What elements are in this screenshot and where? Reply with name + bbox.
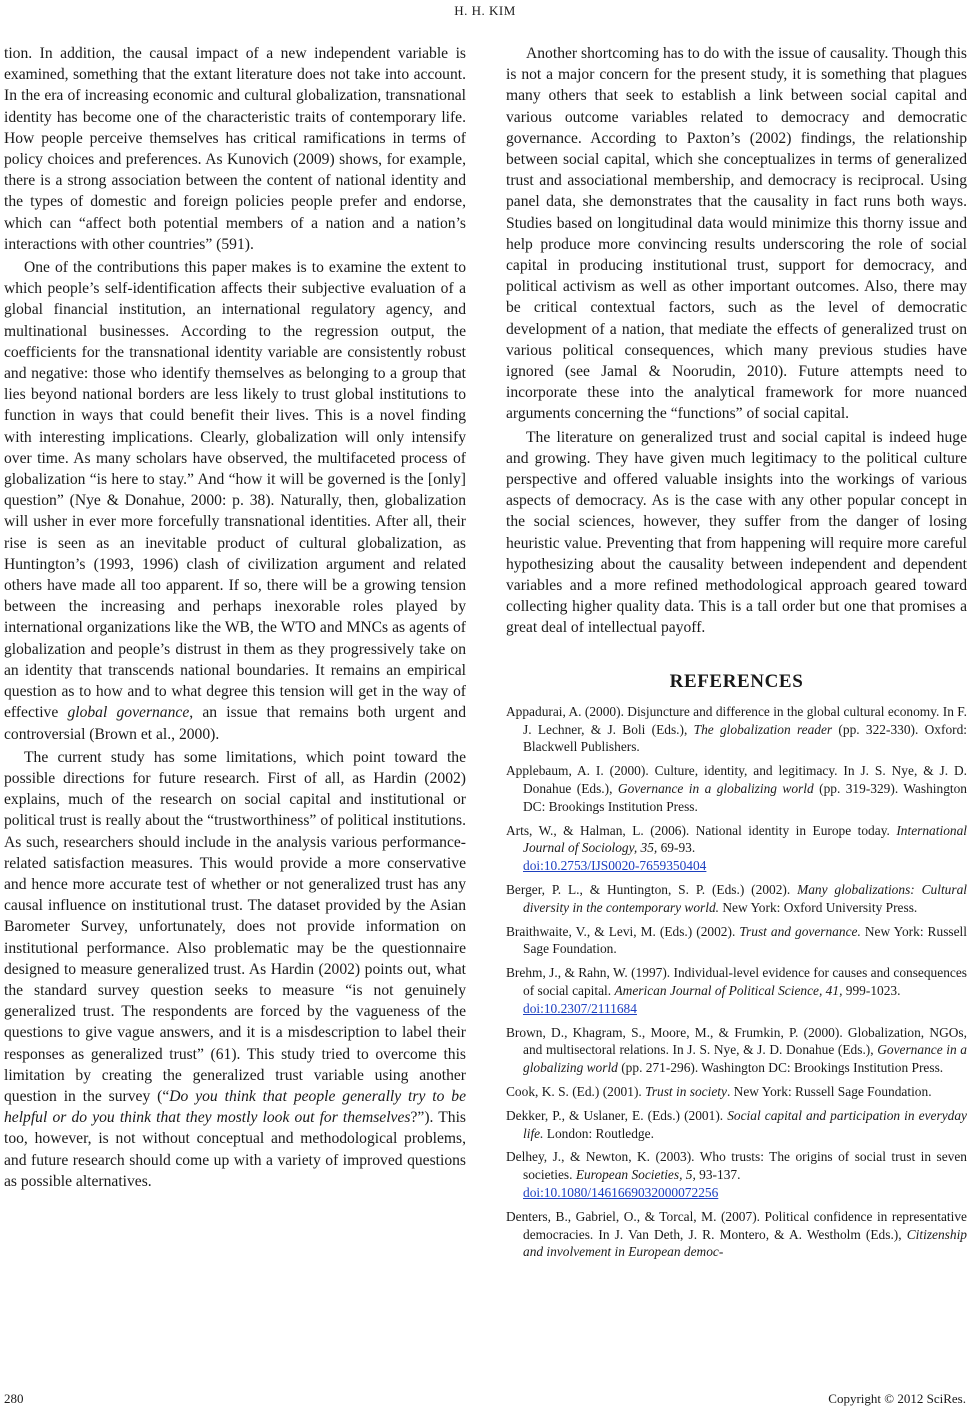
running-head: H. H. KIM — [454, 3, 516, 18]
reference-entry: Appadurai, A. (2000). Disjuncture and difference in the global cultural economy. In F. J. Lechner, & J. Boli (Eds.), The globalization reader (pp. 322-330). Oxford: Blackwell Publishers. — [506, 703, 968, 755]
copyright-notice: Copyright © 2012 SciRes. — [828, 1391, 966, 1406]
reference-entry: Braithwaite, V., & Levi, M. (Eds.) (2002). Trust and governance. New York: Russell Sage Foundation. — [506, 923, 967, 957]
reference-entry: Dekker, P., & Uslaner, E. (Eds.) (2001). Social capital and participation in everyday life. London: Routledge. — [506, 1107, 967, 1141]
body-paragraph: Another shortcoming has to do with the issue of causality. Though this is not a major concern for the present study, it is something that plagues many others that seek to establish a link between social capital and various outcome variables related to democracy and democratic governance. According to Paxton’s (2002) findings, the relationship between social capital, which she conceptualizes in terms of generalized trust and associational membership, and democracy is reciprocal. Using panel data, she demonstrates that the causality in fact runs both ways. Studies based on longitudinal data would minimize this thorny issue and help produce more convincing results underscoring the role of social capital in producing institutional trust, support for democracy, and political activism as well as other important outcomes. Also, there may be critical contextual factors, such as the level of democratic development of a nation, that mediate the effects of generalized trust on various political consequences, which many previous studies have ignored (see Jamal & Noorudin, 2010). Future attempts need to incorporate these into the analytical framework for more nuanced arguments concerning the “functions” of social capital. — [506, 45, 967, 423]
page-number: 280 — [4, 1391, 24, 1406]
body-paragraph: The literature on generalized trust and social capital is indeed huge and growing. They have given much legitimacy to the political culture perspective and offered valuable insights into the workings of various aspects of democracy. As is the case with any other popular concept in the social sciences, however, they suffer from the danger of losing heuristic value. Preventing that from happening will require more careful hypothesizing about the causality between independent and dependent variables and a more refined methodological approach geared toward collecting higher quality data. This is a tall order but one that promises a great deal of intellectual payoff. — [506, 428, 967, 637]
reference-entry: Denters, B., Gabriel, O., & Torcal, M. (2007). Political confidence in representative democracies. In J. Van Deth, J. R. Montero, & A. Westholm (Eds.), Citizenship and involvement in European democ- — [506, 1208, 967, 1260]
reference-entry: Berger, P. L., & Huntington, S. P. (Eds.) (2002). Many globalizations: Cultural diversity in the contemporary world. New York: Oxford University Press. — [506, 882, 967, 915]
body-paragraph: One of the contributions this paper makes is to examine the extent to which people’s self-identification affects their subjective evaluation of a global financial institution, an international regulatory agency, and multinational businesses. According to the regression output, the coefficients for the transnational identity variable are consistently robust and negative: those who identify themselves as belonging to a group that lies beyond national borders are less likely to trust global institutions to function in ways that could benefit their lives. This is a novel finding with interesting implications. Clearly, globalization will only intensify over time. As many scholars have observed, the multifaceted process of globalization “is here to stay.” And “how it will be governed is the [only] question” (Nye & Donahue, 2000: p. 38). Naturally, then, globalization will usher in ever more forcefully transnational identities. After all, their rise is seen as an inevitable product of cultural globalization, as Huntington’s (1993, 1996) clash of civilization argument and related others have made all too apparent. If so, there will be a growing tension between the increasing and perhaps inexorable roles played by international organizations like the WB, the WTO and MNCs as agents of globalization and people’s distrust in them as they progressively take on an identity that transcends national boundaries. It remains an empirical question as to how and to what degree this tension will get in the way of effective global governance, an issue that remains both urgent and controversial (Brown et al., 2000). — [4, 259, 466, 743]
doi-link[interactable]: doi:10.2307/2111684 — [523, 1000, 637, 1016]
right-column — [506, 43, 967, 1267]
reference-list — [506, 703, 967, 1261]
reference-entry: Cook, K. S. (Ed.) (2001). Trust in society. New York: Russell Sage Foundation. — [506, 1084, 932, 1100]
reference-entry: Applebaum, A. I. (2000). Culture, identity, and legitimacy. In J. S. Nye, & J. D. Donahue (Eds.), Governance in a globalizing world (pp. 319-329). Washington DC: Brookings Institution Press. — [506, 763, 968, 814]
doi-link[interactable]: doi:10.2753/IJS0020-7659350404 — [523, 858, 707, 874]
reference-entry: Brown, D., Khagram, S., Moore, M., & Frumkin, P. (2000). Globalization, NGOs, and multisectoral relations. In J. S. Nye, & J. D. Donahue (Eds.), Governance in a globalizing world (pp. 271-296). Washington DC: Brookings Institution Press. — [506, 1024, 967, 1076]
reference-entry: Brehm, J., & Rahn, W. (1997). Individual-level evidence for causes and consequences of social capital. American Journal of Political Science, 41, 999-1023. doi:10.2307/2111684 — [506, 965, 967, 1016]
references-heading: REFERENCES — [669, 670, 804, 692]
body-paragraph: The current study has some limitations, which point toward the possible directions for future research. First of all, as Hardin (2002) explains, much of the research on social capital and institutional or political trust is really about the “trustworthiness” of political institutions. As such, researchers should include in the analysis various performance-related satisfaction measures. This would provide a more conservative and hence more accurate test of whether or not generalized trust has any causal influence on institutional trust. The dataset provided by the Asian Barometer Survey, unfortunately, does not provide information on institutional performance. Also problematic may be the questionnaire designed to measure generalized trust. As Hardin (2002) points out, what the standard survey question seeks to measure “is not genuinely generalized trust. The respondents are forced by the vagueness of the questions to give vague answers, and it is a misdescription to label their responses as generalized trust” (61). This study tried to overcome this limitation by creating the generalized trust variable using another question in the survey (“Do you think that people generally try to be helpful or do you think that they mostly look out for themselves?”). This too, however, is not without conceptual and methodological problems, and future research should come up with a variety of improved questions as possible alternatives. — [4, 748, 467, 1190]
reference-entry: Arts, W., & Halman, L. (2006). National identity in Europe today. International Journal of Sociology, 35, 69-93. doi:10.2753/IJS0020-7659350404 — [506, 822, 967, 874]
reference-entry: Delhey, J., & Newton, K. (2003). Who trusts: The origins of social trust in seven societies. European Societies, 5, 93-137. doi:10.1080/1461669032000072256 — [506, 1149, 967, 1201]
body-paragraph: tion. In addition, the causal impact of a new independent variable is examined, something that the extant literature does not take into account. In the era of increasing economic and cultural globalization, transnational identity has become one of the characteristic traits of contemporary life. How people perceive themselves has critical ramifications in terms of policy choices and preferences. As Kunovich (2009) shows, for example, there is a strong association between the content of national identity and the types of domestic and foreign policies people prefer and endorse, which can “affect both potential members of a nation and a nation’s interactions with other countries” (591). — [4, 45, 466, 253]
left-column — [4, 43, 466, 1192]
doi-link[interactable]: doi:10.1080/1461669032000072256 — [523, 1185, 719, 1201]
